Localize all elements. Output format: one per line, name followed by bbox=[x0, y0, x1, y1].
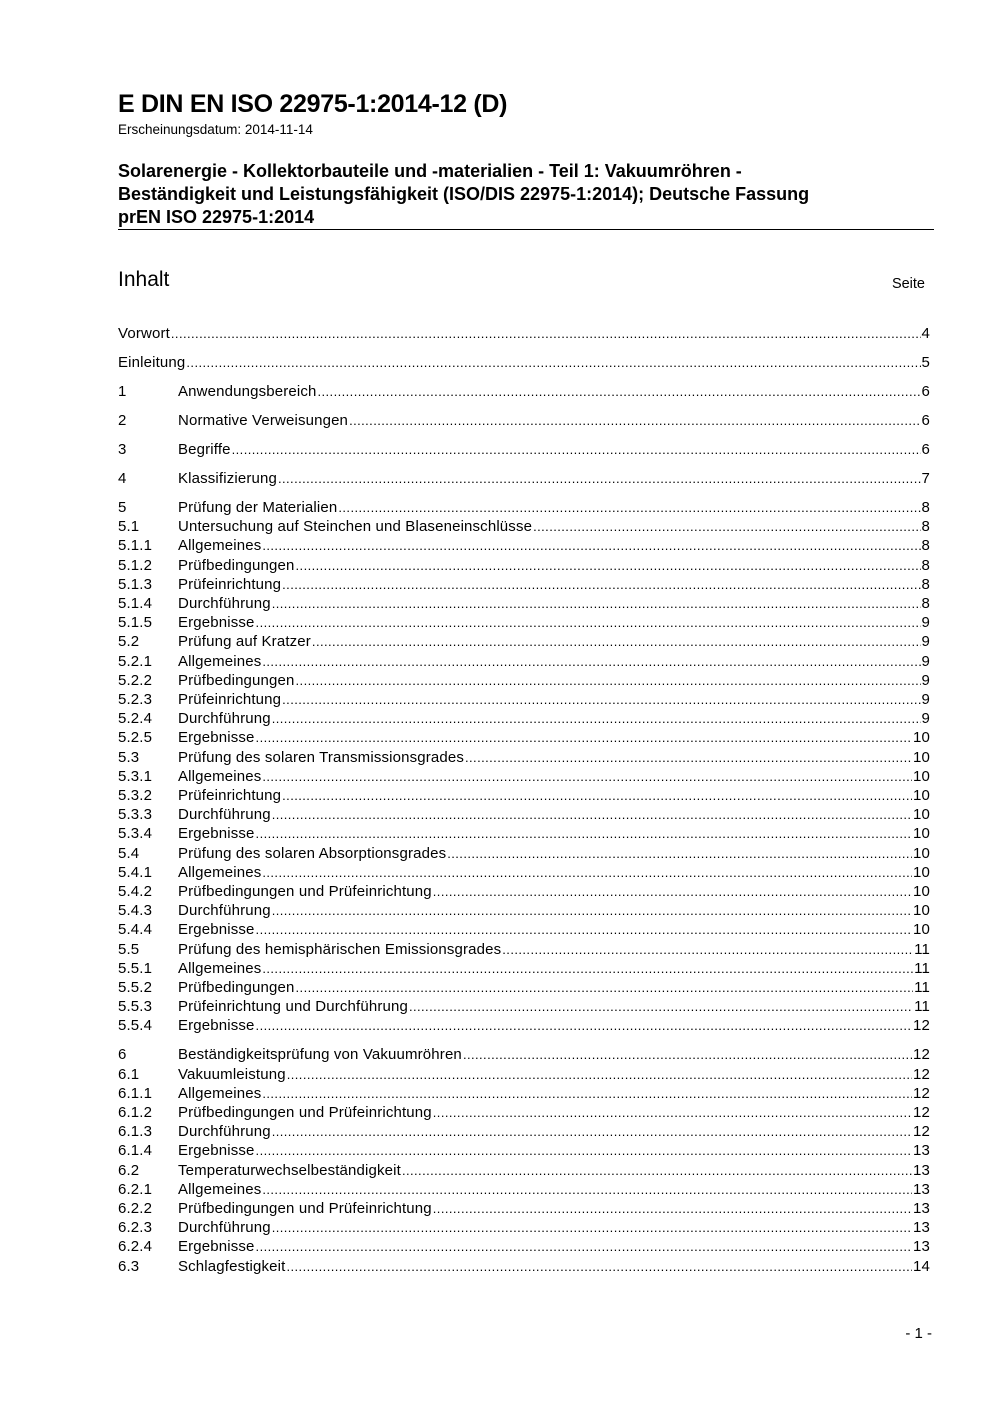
toc-entry-number: 5.2.5 bbox=[118, 729, 153, 747]
toc-entry[interactable] bbox=[118, 557, 930, 576]
toc-entry[interactable] bbox=[118, 499, 930, 518]
toc-entry-title: Allgemeines bbox=[178, 959, 262, 977]
toc-entry-page: 8 bbox=[921, 537, 930, 555]
toc-dot-leader bbox=[296, 672, 921, 689]
toc-entry-number: 6.1.1 bbox=[118, 1084, 153, 1102]
toc-dot-leader bbox=[272, 1219, 912, 1236]
toc-entry-page: 11 bbox=[914, 998, 930, 1016]
toc-entry-page: 13 bbox=[913, 1200, 930, 1217]
toc-entry-number: 2 bbox=[118, 412, 127, 429]
toc-entry[interactable] bbox=[118, 979, 930, 998]
toc-dot-leader bbox=[272, 902, 912, 919]
toc-dot-leader bbox=[433, 1200, 912, 1217]
toc-entry[interactable] bbox=[118, 1181, 930, 1200]
toc-dot-leader bbox=[282, 787, 912, 804]
toc-dot-leader bbox=[447, 845, 912, 862]
toc-entry[interactable] bbox=[118, 768, 930, 787]
toc-dot-leader bbox=[262, 1181, 912, 1198]
toc-dot-leader bbox=[272, 806, 912, 823]
toc-dot-leader bbox=[272, 595, 921, 612]
toc-entry-page: 6 bbox=[921, 441, 930, 458]
toc-entry-number: 5.1.3 bbox=[118, 575, 153, 593]
toc-entry-page: 9 bbox=[921, 614, 930, 632]
toc-dot-leader bbox=[278, 470, 921, 487]
toc-entry-number: 5.1.2 bbox=[118, 556, 153, 574]
toc-entry[interactable] bbox=[118, 749, 930, 768]
toc-entry-title: Prüfbedingungen und Prüfeinrichtung bbox=[178, 1200, 432, 1217]
toc-entry-number: 6.1.4 bbox=[118, 1142, 153, 1160]
toc-entry-number: 5.3.4 bbox=[118, 825, 153, 843]
toc-entry-number: 5.4.1 bbox=[118, 863, 153, 881]
toc-dot-leader bbox=[256, 729, 912, 746]
subtitle-line: prEN ISO 22975-1:2014 bbox=[118, 207, 315, 227]
toc-entry-title: Ergebnisse bbox=[178, 614, 255, 632]
toc-entry-title: Allgemeines bbox=[178, 767, 262, 785]
toc-entry-title: Anwendungsbereich bbox=[178, 383, 317, 400]
toc-entry-page: 10 bbox=[913, 729, 930, 747]
toc-entry-number: 6.1.3 bbox=[118, 1123, 153, 1141]
toc-entry-title: Durchführung bbox=[178, 710, 271, 728]
toc-entry-title: Ergebnisse bbox=[178, 1142, 255, 1160]
toc-entry[interactable] bbox=[118, 1046, 930, 1065]
page-number: - 1 - bbox=[905, 1325, 932, 1342]
toc-entry-page: 13 bbox=[913, 1180, 930, 1198]
toc-entry-number: 6.1 bbox=[118, 1065, 140, 1083]
toc-dot-leader bbox=[256, 1238, 912, 1255]
toc-entry-number: 3 bbox=[118, 441, 127, 458]
toc-entry[interactable] bbox=[118, 883, 930, 902]
toc-dot-leader bbox=[186, 354, 920, 371]
toc-entry-number: 6.2.3 bbox=[118, 1219, 153, 1237]
toc-entry-page: 9 bbox=[921, 691, 930, 708]
toc-entry-title: Allgemeines bbox=[178, 537, 262, 555]
toc-entry[interactable] bbox=[118, 672, 930, 691]
toc-dot-leader bbox=[465, 749, 912, 766]
toc-entry[interactable] bbox=[118, 1238, 930, 1257]
toc-entry-number: 6.2.2 bbox=[118, 1200, 153, 1217]
toc-entry-page: 12 bbox=[913, 1123, 930, 1141]
toc-entry-page: 11 bbox=[914, 979, 930, 996]
toc-entry-title: Allgemeines bbox=[178, 652, 262, 670]
toc-entry-page: 10 bbox=[913, 921, 930, 939]
toc-entry[interactable] bbox=[118, 441, 930, 460]
toc-dot-leader bbox=[433, 1104, 912, 1121]
toc-entry-page: 13 bbox=[913, 1219, 930, 1237]
toc-entry-number: 5.1.5 bbox=[118, 614, 153, 632]
toc-dot-leader bbox=[338, 499, 920, 516]
toc-dot-leader bbox=[502, 941, 913, 958]
toc-entry-title: Prüfung der Materialien bbox=[178, 499, 338, 516]
toc-dot-leader bbox=[256, 1017, 912, 1034]
toc-entry[interactable] bbox=[118, 383, 930, 402]
toc-entry-title: Allgemeines bbox=[178, 1084, 262, 1102]
toc-entry-title: Prüfung auf Kratzer bbox=[178, 633, 311, 651]
toc-entry[interactable] bbox=[118, 710, 930, 729]
toc-entry-page: 10 bbox=[913, 825, 930, 843]
toc-entry[interactable] bbox=[118, 845, 930, 864]
toc-entry-title: Durchführung bbox=[178, 806, 271, 824]
toc-entry-title: Durchführung bbox=[178, 1219, 271, 1237]
toc-entry-number: 5.4.3 bbox=[118, 902, 153, 920]
toc-entry[interactable] bbox=[118, 1066, 930, 1085]
toc-entry-number: 4 bbox=[118, 470, 127, 487]
toc-entry-number: 5.4.2 bbox=[118, 883, 153, 900]
toc-entry-number: 5.5.2 bbox=[118, 979, 153, 996]
toc-entry-title: Prüfeinrichtung bbox=[178, 575, 282, 593]
subtitle-line: Solarenergie - Kollektorbauteile und -materialien - Teil 1: Vakuumröhren - bbox=[118, 161, 742, 181]
toc-entry-title: Prüfbedingungen und Prüfeinrichtung bbox=[178, 1104, 432, 1121]
toc-entry[interactable] bbox=[118, 921, 930, 940]
toc-dot-leader bbox=[256, 614, 921, 631]
subtitle-line: Beständigkeit und Leistungsfähigkeit (ISO/DIS 22975-1:2014); Deutsche Fassung bbox=[118, 184, 810, 204]
toc-dot-leader bbox=[272, 710, 921, 727]
toc-entry[interactable] bbox=[118, 537, 930, 556]
toc-entry-title: Durchführung bbox=[178, 902, 271, 920]
toc-entry[interactable] bbox=[118, 998, 930, 1017]
toc-entry-number: 6.2.1 bbox=[118, 1180, 153, 1198]
toc-entry[interactable] bbox=[118, 806, 930, 825]
toc-entry-page: 13 bbox=[913, 1142, 930, 1160]
toc-entry-page: 9 bbox=[921, 633, 930, 651]
toc-entry-title: Prüfbedingungen und Prüfeinrichtung bbox=[178, 883, 432, 900]
toc-entry-number: 6.2.4 bbox=[118, 1238, 153, 1256]
toc-entry-page: 13 bbox=[913, 1238, 930, 1256]
toc-entry-title: Beständigkeitsprüfung von Vakuumröhren bbox=[178, 1046, 462, 1064]
toc-entry-title: Prüfbedingungen bbox=[178, 671, 295, 689]
toc-entry-number: 5.5.1 bbox=[118, 959, 153, 977]
toc-entry-number: 6.1.2 bbox=[118, 1104, 153, 1121]
toc-entry[interactable] bbox=[118, 902, 930, 921]
toc-entry-title: Ergebnisse bbox=[178, 1017, 255, 1035]
toc-entry-page: 9 bbox=[921, 710, 930, 728]
toc-entry[interactable] bbox=[118, 825, 930, 844]
toc-entry-title: Normative Verweisungen bbox=[178, 412, 349, 429]
toc-entry-page: 9 bbox=[921, 652, 930, 670]
toc-entry-number: 5.5.3 bbox=[118, 998, 153, 1016]
toc-entry[interactable] bbox=[118, 1200, 930, 1219]
toc-entry[interactable] bbox=[118, 633, 930, 652]
toc-entry-page: 12 bbox=[913, 1104, 930, 1121]
toc-entry-number: 5.3.2 bbox=[118, 787, 153, 804]
toc-entry-title: Ergebnisse bbox=[178, 825, 255, 843]
toc-entry-title: Prüfbedingungen bbox=[178, 556, 295, 574]
toc-dot-leader bbox=[171, 325, 921, 342]
toc-entry[interactable] bbox=[118, 1123, 930, 1142]
toc-dot-leader bbox=[262, 960, 913, 977]
toc-entry-page: 9 bbox=[921, 671, 930, 689]
toc-dot-leader bbox=[262, 864, 912, 881]
toc-entry-page: 10 bbox=[913, 748, 930, 766]
toc-entry[interactable] bbox=[118, 729, 930, 748]
toc-entry-number: 5.3 bbox=[118, 748, 140, 766]
toc-entry-title: Einleitung bbox=[118, 354, 186, 371]
toc-entry-page: 10 bbox=[913, 883, 930, 900]
toc-entry-number: 5.1 bbox=[118, 518, 140, 536]
toc-entry[interactable] bbox=[118, 470, 930, 489]
toc-entry-number: 5.2.4 bbox=[118, 710, 153, 728]
toc-dot-leader bbox=[262, 653, 920, 670]
toc-entry-page: 6 bbox=[921, 412, 930, 429]
toc-entry-number: 1 bbox=[118, 383, 127, 400]
toc-entry[interactable] bbox=[118, 1258, 930, 1277]
toc-entry-number: 6 bbox=[118, 1046, 127, 1064]
toc-dot-leader bbox=[262, 768, 912, 785]
toc-entry[interactable] bbox=[118, 1142, 930, 1161]
toc-entry[interactable] bbox=[118, 595, 930, 614]
toc-entry-title: Prüfbedingungen bbox=[178, 979, 295, 996]
toc-entry-page: 6 bbox=[921, 383, 930, 400]
toc-entry[interactable] bbox=[118, 576, 930, 595]
toc-entry-title: Prüfung des solaren Transmissionsgrades bbox=[178, 748, 464, 766]
toc-entry-page: 8 bbox=[921, 518, 930, 536]
toc-entry-page: 10 bbox=[913, 767, 930, 785]
toc-entry-page: 8 bbox=[921, 556, 930, 574]
toc-dot-leader bbox=[312, 633, 921, 650]
toc-entry[interactable] bbox=[118, 325, 930, 344]
toc-entry-number: 5.5.4 bbox=[118, 1017, 153, 1035]
toc-entry-number: 5 bbox=[118, 499, 127, 516]
toc-entry-page: 4 bbox=[921, 325, 930, 342]
toc-entry[interactable] bbox=[118, 941, 930, 960]
toc-entry-number: 5.3.3 bbox=[118, 806, 153, 824]
toc-entry[interactable] bbox=[118, 354, 930, 373]
toc-entry-page: 8 bbox=[921, 575, 930, 593]
toc-entry-title: Temperaturwechselbeständigkeit bbox=[178, 1161, 401, 1179]
toc-entry-page: 11 bbox=[914, 940, 930, 958]
toc-entry-number: 5.2.3 bbox=[118, 691, 153, 708]
toc-entry[interactable] bbox=[118, 960, 930, 979]
toc-entry-page: 10 bbox=[913, 844, 930, 862]
toc-entry-page: 10 bbox=[913, 902, 930, 920]
toc-heading: Inhalt bbox=[118, 268, 170, 291]
toc-entry-title: Ergebnisse bbox=[178, 729, 255, 747]
toc-entry[interactable] bbox=[118, 787, 930, 806]
toc-dot-leader bbox=[282, 691, 920, 708]
toc-entry-title: Durchführung bbox=[178, 1123, 271, 1141]
toc-entry[interactable] bbox=[118, 412, 930, 431]
toc-dot-leader bbox=[317, 383, 920, 400]
toc-dot-leader bbox=[262, 1085, 912, 1102]
toc-entry[interactable] bbox=[118, 1104, 930, 1123]
toc-entry-title: Allgemeines bbox=[178, 1180, 262, 1198]
toc-entry-number: 5.4.4 bbox=[118, 921, 153, 939]
toc-entry-number: 5.3.1 bbox=[118, 767, 153, 785]
toc-dot-leader bbox=[296, 979, 914, 996]
toc-entry[interactable] bbox=[118, 653, 930, 672]
toc-entry-title: Prüfung des solaren Absorptionsgrades bbox=[178, 844, 447, 862]
toc-entry-number: 5.2.2 bbox=[118, 671, 153, 689]
toc-entry-number: 6.2 bbox=[118, 1161, 140, 1179]
toc-entry-title: Begriffe bbox=[178, 441, 231, 458]
toc-entry-title: Allgemeines bbox=[178, 863, 262, 881]
toc-dot-leader bbox=[409, 998, 913, 1015]
toc-entry-number: 5.2 bbox=[118, 633, 140, 651]
toc-entry-title: Klassifizierung bbox=[178, 470, 277, 487]
toc-entry-title: Vorwort bbox=[118, 325, 170, 342]
toc-entry-title: Vakuumleistung bbox=[178, 1065, 286, 1083]
toc-dot-leader bbox=[272, 1123, 912, 1140]
toc-entry-page: 7 bbox=[921, 470, 930, 487]
toc-entry-page: 10 bbox=[913, 806, 930, 824]
toc-dot-leader bbox=[533, 518, 920, 535]
toc-entry-title: Untersuchung auf Steinchen und Blaseneinschlüsse bbox=[178, 518, 533, 536]
toc-dot-leader bbox=[256, 825, 912, 842]
toc-dot-leader bbox=[286, 1258, 912, 1275]
toc-dot-leader bbox=[433, 883, 912, 900]
toc-entry-title: Prüfeinrichtung und Durchführung bbox=[178, 998, 408, 1016]
toc-entry-title: Prüfeinrichtung bbox=[178, 691, 282, 708]
toc-entry[interactable] bbox=[118, 1162, 930, 1181]
toc-dot-leader bbox=[349, 412, 920, 429]
toc-dot-leader bbox=[256, 921, 912, 938]
toc-entry-page: 8 bbox=[921, 595, 930, 612]
toc-entry[interactable] bbox=[118, 1017, 930, 1036]
toc-entry-page: 12 bbox=[913, 1017, 930, 1035]
page-column-label: Seite bbox=[891, 276, 925, 292]
toc-dot-leader bbox=[463, 1046, 912, 1063]
toc-entry-page: 11 bbox=[914, 959, 930, 977]
toc-entry[interactable] bbox=[118, 1085, 930, 1104]
toc-entry-title: Durchführung bbox=[178, 595, 271, 612]
publication-date: Erscheinungsdatum: 2014-11-14 bbox=[118, 122, 313, 137]
toc-dot-leader bbox=[232, 441, 921, 458]
toc-entry[interactable] bbox=[118, 864, 930, 883]
toc-entry-title: Prüfung des hemisphärischen Emissionsgrades bbox=[178, 940, 502, 958]
document-title: E DIN EN ISO 22975-1:2014-12 (D) bbox=[118, 90, 508, 118]
toc-entry-number: 5.2.1 bbox=[118, 652, 153, 670]
toc-entry[interactable] bbox=[118, 691, 930, 710]
toc-entry-page: 10 bbox=[913, 863, 930, 881]
toc-dot-leader bbox=[282, 576, 920, 593]
toc-entry-title: Ergebnisse bbox=[178, 921, 255, 939]
toc-entry[interactable] bbox=[118, 518, 930, 537]
toc-entry-number: 5.1.1 bbox=[118, 537, 153, 555]
toc-dot-leader bbox=[256, 1142, 912, 1159]
toc-entry-number: 5.1.4 bbox=[118, 595, 153, 612]
toc-entry-title: Prüfeinrichtung bbox=[178, 787, 282, 804]
toc-entry-page: 12 bbox=[913, 1046, 930, 1064]
toc-entry[interactable] bbox=[118, 1219, 930, 1238]
toc-entry-page: 13 bbox=[913, 1161, 930, 1179]
toc-dot-leader bbox=[262, 537, 920, 554]
toc-dot-leader bbox=[296, 557, 921, 574]
toc-entry-title: Ergebnisse bbox=[178, 1238, 255, 1256]
toc-entry-page: 14 bbox=[913, 1257, 930, 1275]
toc-entry-title: Schlagfestigkeit bbox=[178, 1257, 286, 1275]
toc-entry-number: 5.5 bbox=[118, 940, 140, 958]
toc-entry-number: 5.4 bbox=[118, 844, 140, 862]
toc-entry-page: 5 bbox=[921, 354, 930, 371]
toc-dot-leader bbox=[402, 1162, 912, 1179]
toc-entry[interactable] bbox=[118, 614, 930, 633]
toc-entry-page: 12 bbox=[913, 1065, 930, 1083]
toc-entry-page: 10 bbox=[913, 787, 930, 804]
toc-dot-leader bbox=[287, 1066, 912, 1083]
toc-entry-page: 12 bbox=[913, 1084, 930, 1102]
toc-entry-number: 6.3 bbox=[118, 1257, 140, 1275]
toc-entry-page: 8 bbox=[921, 499, 930, 516]
